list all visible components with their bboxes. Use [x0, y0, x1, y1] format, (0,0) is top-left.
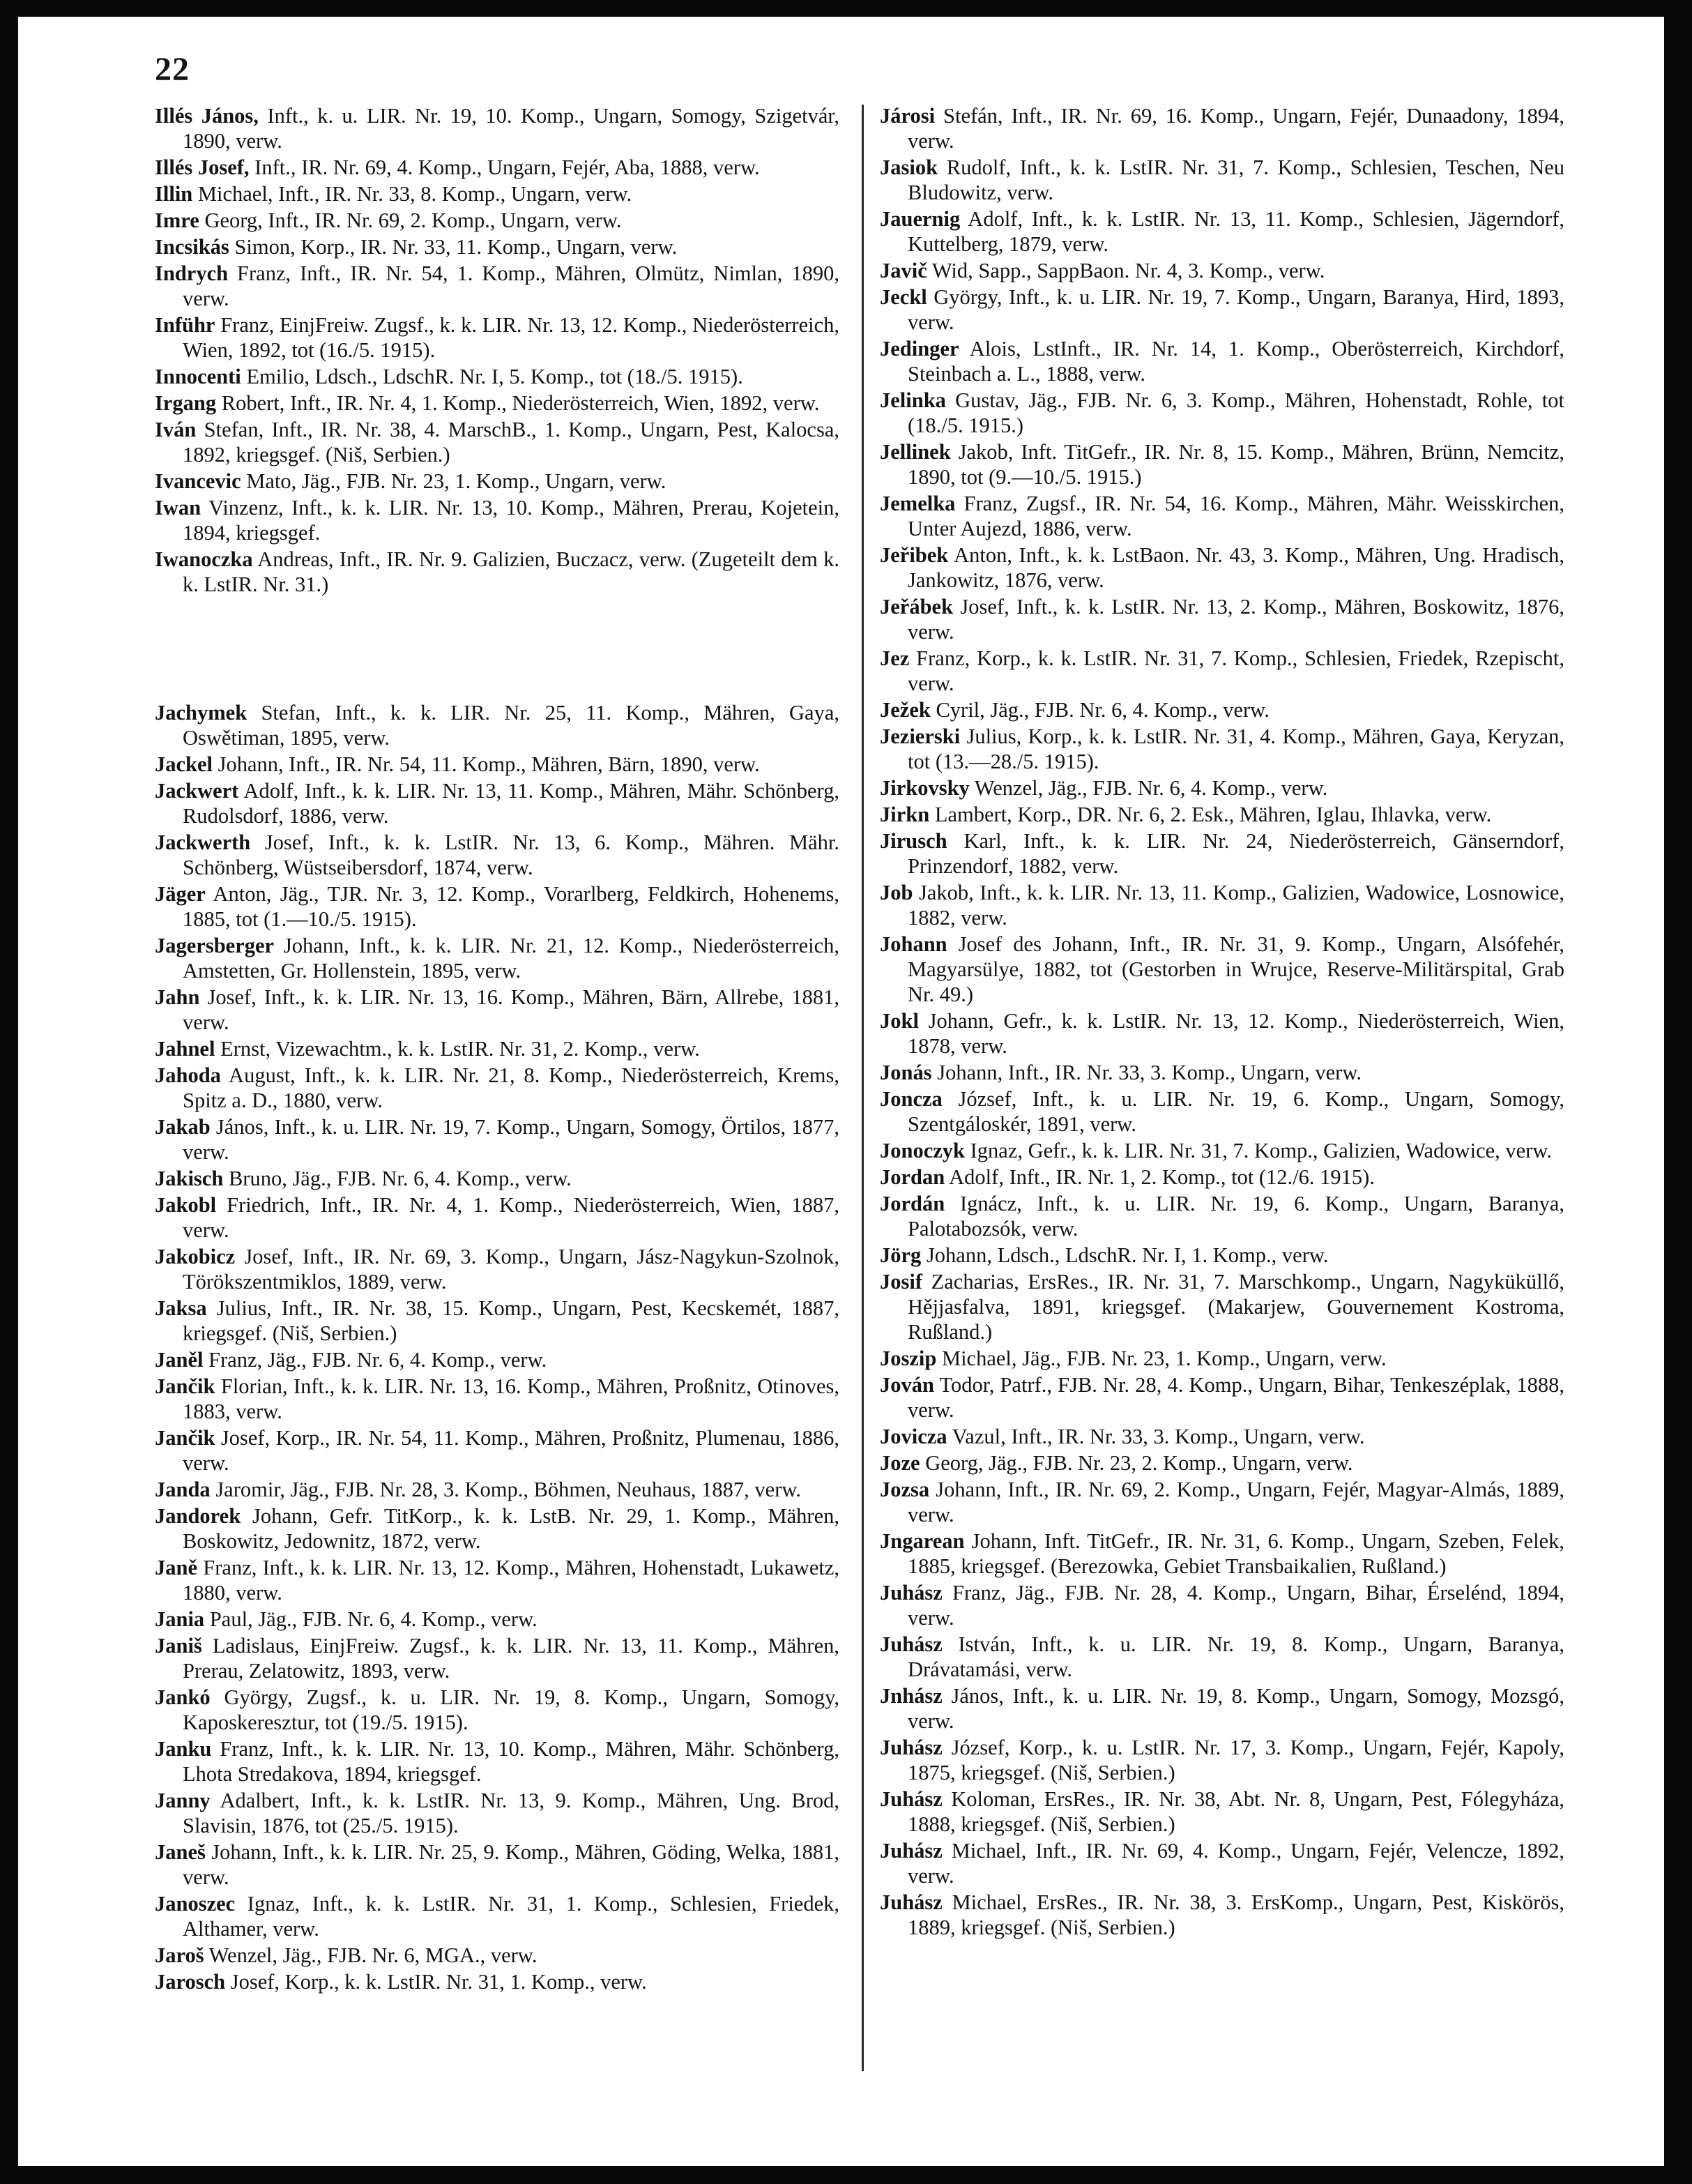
- entry-surname: Járosi: [880, 104, 936, 128]
- entry-surname: Jirkn: [880, 803, 930, 826]
- entry-surname: Jezierski: [880, 725, 961, 748]
- casualty-entry: [155, 1943, 839, 1968]
- casualty-entry: [155, 417, 839, 467]
- entry-details: Wid, Sapp., SappBaon. Nr. 4, 3. Komp., verw.: [927, 259, 1325, 282]
- entry-details: Franz, Inft., k. k. LIR. Nr. 13, 12. Komp., Mähren, Hohenstadt, Lukawetz, 1880, verw.: [183, 1556, 839, 1605]
- casualty-entry: [880, 697, 1564, 722]
- casualty-entry: [155, 1840, 839, 1890]
- entry-surname: Incsikás: [155, 235, 229, 259]
- entry-surname: Innocenti: [155, 365, 241, 388]
- entry-surname: Jakobicz: [155, 1245, 236, 1268]
- entry-details: Josef des Johann, Inft., IR. Nr. 31, 9. Komp., Ungarn, Alsófehér, Magyarsülye, 1882, tot (Gestorben in Wrujce, Reserve-Militärspital, Grab Nr. 49.): [908, 932, 1564, 1006]
- entry-details: Johann, Inft., IR. Nr. 69, 2. Komp., Ungarn, Fejér, Magyar-Almás, 1889, verw.: [908, 1478, 1564, 1526]
- entry-surname: Jackwerth: [155, 831, 251, 854]
- entry-details: Josef, Korp., IR. Nr. 54, 11. Komp., Mähren, Proßnitz, Plumenau, 1886, verw.: [183, 1426, 839, 1475]
- entry-details: Friedrich, Inft., IR. Nr. 4, 1. Komp., Niederösterreich, Wien, 1887, verw.: [183, 1193, 839, 1242]
- casualty-entry: [880, 932, 1564, 1007]
- casualty-entry: [155, 1347, 839, 1372]
- entry-details: Rudolf, Inft., k. k. LstIR. Nr. 31, 7. Komp., Schlesien, Teschen, Neu Bludowitz, verw.: [908, 156, 1564, 204]
- entry-surname: Jngarean: [880, 1529, 965, 1553]
- casualty-entry: [155, 181, 839, 206]
- entry-surname: Janě: [155, 1556, 197, 1579]
- entry-surname: Joszip: [880, 1347, 937, 1370]
- casualty-entry: [880, 880, 1564, 930]
- entry-details: Ignaz, Inft., k. k. LstIR. Nr. 31, 1. Komp., Schlesien, Friedek, Althamer, verw.: [183, 1892, 839, 1941]
- entry-details: Mato, Jäg., FJB. Nr. 23, 1. Komp., Ungarn, verw.: [241, 469, 666, 493]
- casualty-entry: [880, 439, 1564, 490]
- entry-details: Wenzel, Jäg., FJB. Nr. 6, 4. Komp., verw.: [969, 776, 1328, 800]
- entry-surname: Job: [880, 881, 913, 904]
- entry-surname: Jakisch: [155, 1167, 224, 1190]
- casualty-entry: [155, 1633, 839, 1683]
- casualty-entry: [155, 1685, 839, 1735]
- entry-details: Johann, Gefr., k. k. LstIR. Nr. 13, 12. Komp., Niederösterreich, Wien, 1878, verw.: [908, 1009, 1564, 1058]
- entry-details: Jakob, Inft., k. k. LIR. Nr. 13, 11. Komp., Galizien, Wadowice, Losnowice, 1882, verw.: [908, 881, 1564, 930]
- entry-details: Michael, Jäg., FJB. Nr. 23, 1. Komp., Ungarn, verw.: [936, 1347, 1387, 1370]
- entry-surname: Imre: [155, 208, 199, 232]
- casualty-entry: [155, 1788, 839, 1838]
- casualty-entry: [880, 1269, 1564, 1344]
- entry-details: Stefán, Inft., IR. Nr. 69, 16. Komp., Ungarn, Fejér, Dunaadony, 1894, verw.: [908, 104, 1564, 153]
- casualty-entry: [155, 364, 839, 389]
- casualty-entry: [880, 1243, 1564, 1268]
- scan-border-top: [0, 0, 1692, 17]
- entry-surname: Indrych: [155, 261, 229, 285]
- entry-surname: Illés János,: [155, 104, 259, 128]
- entry-details: Gustav, Jäg., FJB. Nr. 6, 3. Komp., Mähren, Hohenstadt, Rohle, tot (18./5. 1915.): [908, 388, 1564, 437]
- entry-surname: Ježek: [880, 698, 931, 722]
- casualty-entry: [155, 1374, 839, 1424]
- entry-details: Jakob, Inft. TitGefr., IR. Nr. 8, 15. Komp., Mähren, Brünn, Nemcitz, 1890, tot (9.—10./5. 1915.): [908, 440, 1564, 489]
- casualty-entry: [880, 1580, 1564, 1630]
- entry-details: Karl, Inft., k. k. LIR. Nr. 24, Niederösterreich, Gänserndorf, Prinzendorf, 1882, verw.: [908, 829, 1564, 878]
- entry-details: Johann, Ldsch., LdschR. Nr. I, 1. Komp., verw.: [921, 1243, 1329, 1267]
- casualty-entry: [155, 830, 839, 880]
- casualty-entry: [880, 1086, 1564, 1137]
- casualty-entry: [155, 1555, 839, 1605]
- casualty-entry: [155, 1036, 839, 1061]
- entry-details: Franz, Jäg., FJB. Nr. 28, 4. Komp., Ungarn, Bihar, Érselénd, 1894, verw.: [908, 1581, 1564, 1630]
- entry-surname: Jankó: [155, 1685, 211, 1709]
- entry-details: Florian, Inft., k. k. LIR. Nr. 13, 16. Komp., Mähren, Proßnitz, Otinoves, 1883, verw.: [183, 1374, 839, 1423]
- casualty-entry: [155, 469, 839, 494]
- entry-details: Josef, Inft., k. k. LIR. Nr. 13, 16. Komp., Mähren, Bärn, Allrebe, 1881, verw.: [183, 985, 839, 1034]
- entry-details: Josef, Korp., k. k. LstIR. Nr. 31, 1. Komp., verw.: [225, 1970, 647, 1994]
- entry-surname: Jnhász: [880, 1684, 943, 1708]
- casualty-entry: [155, 933, 839, 983]
- entry-surname: Jackwert: [155, 779, 239, 803]
- entry-details: Michael, Inft., IR. Nr. 69, 4. Komp., Ungarn, Fejér, Velencze, 1892, verw.: [908, 1839, 1564, 1888]
- right-column: [880, 103, 1564, 1941]
- entry-surname: Jania: [155, 1607, 205, 1631]
- entry-surname: Juhász: [880, 1787, 943, 1811]
- entry-surname: Jovicza: [880, 1425, 947, 1448]
- casualty-entry: [155, 1114, 839, 1165]
- entry-surname: Janku: [155, 1737, 212, 1761]
- casualty-entry: [155, 312, 839, 363]
- casualty-entry: [155, 700, 839, 750]
- entry-surname: Juhász: [880, 1839, 943, 1863]
- entry-surname: Iván: [155, 418, 197, 441]
- casualty-entry: [155, 1736, 839, 1787]
- entry-details: August, Inft., k. k. LIR. Nr. 21, 8. Komp., Niederösterreich, Krems, Spitz a. D., 1880, verw.: [183, 1063, 839, 1112]
- entry-surname: Jokl: [880, 1009, 919, 1033]
- entry-details: Lambert, Korp., DR. Nr. 6, 2. Esk., Mähren, Iglau, Ihlavka, verw.: [929, 803, 1492, 826]
- entry-details: Koloman, ErsRes., IR. Nr. 38, Abt. Nr. 8, Ungarn, Pest, Fólegyháza, 1888, kriegsgef. (Niš, Serbien.): [908, 1787, 1564, 1836]
- casualty-entry: [155, 1607, 839, 1632]
- entry-surname: Illés Josef,: [155, 156, 250, 179]
- entry-details: Franz, Jäg., FJB. Nr. 6, 4. Komp., verw.: [203, 1348, 547, 1372]
- entry-surname: Juhász: [880, 1581, 943, 1605]
- entry-surname: Jordan: [880, 1165, 945, 1189]
- entry-details: Wenzel, Jäg., FJB. Nr. 6, MGA., verw.: [204, 1943, 538, 1967]
- entry-surname: Jellinek: [880, 440, 951, 464]
- entry-details: Anton, Jäg., TJR. Nr. 3, 12. Komp., Vorarlberg, Feldkirch, Hohenems, 1885, tot (1.—10./5. 1915).: [183, 882, 839, 931]
- entry-details: Johann, Gefr. TitKorp., k. k. LstB. Nr. 29, 1. Komp., Mähren, Boskowitz, Jedownitz, 1872, verw.: [183, 1504, 839, 1553]
- entry-details: Adolf, Inft., IR. Nr. 1, 2. Komp., tot (12./6. 1915).: [945, 1165, 1375, 1189]
- entry-details: Josef, Inft., k. k. LstIR. Nr. 13, 6. Komp., Mähren. Mähr. Schönberg, Wüstseibersdorf, 1874, verw.: [183, 831, 839, 879]
- casualty-entry: [880, 1450, 1564, 1476]
- entry-surname: Juhász: [880, 1890, 943, 1914]
- casualty-entry: [155, 1503, 839, 1554]
- casualty-entry: [880, 491, 1564, 541]
- scan-border-left: [0, 0, 18, 2184]
- entry-details: Michael, ErsRes., IR. Nr. 38, 3. ErsKomp., Ungarn, Pest, Kiskörös, 1889, kriegsgef. (Niš, Serbien.): [908, 1890, 1564, 1939]
- entry-details: Ladislaus, EinjFreiw. Zugsf., k. k. LIR. Nr. 13, 11. Komp., Mähren, Prerau, Zelatowitz, 1893, verw.: [183, 1634, 839, 1683]
- casualty-entry: [880, 1060, 1564, 1085]
- casualty-entry: [155, 778, 839, 828]
- entry-details: Franz, Zugsf., IR. Nr. 54, 16. Komp., Mähren, Mähr. Weisskirchen, Unter Aujezd, 1886, verw.: [908, 492, 1564, 540]
- entry-surname: Jordán: [880, 1192, 945, 1215]
- entry-surname: Johann: [880, 932, 947, 956]
- casualty-entry: [880, 724, 1564, 774]
- entry-surname: Jahoda: [155, 1063, 221, 1087]
- casualty-entry: [880, 1529, 1564, 1579]
- casualty-entry: [155, 103, 839, 153]
- casualty-entry: [880, 1008, 1564, 1059]
- casualty-entry: [155, 261, 839, 311]
- entry-details: Ignácz, Inft., k. u. LIR. Nr. 19, 6. Komp., Ungarn, Baranya, Palotabozsók, verw.: [908, 1192, 1564, 1241]
- casualty-entry: [880, 1165, 1564, 1190]
- entry-surname: Jeřibek: [880, 543, 949, 567]
- entry-surname: Jirusch: [880, 829, 947, 853]
- entry-surname: Janny: [155, 1789, 211, 1812]
- casualty-entry: [155, 1244, 839, 1294]
- entry-surname: Iwanoczka: [155, 547, 253, 571]
- entry-surname: Jasiok: [880, 156, 938, 179]
- entry-surname: Jarosch: [155, 1970, 226, 1994]
- entry-surname: Jauernig: [880, 207, 961, 231]
- entry-details: Georg, Jäg., FJB. Nr. 23, 2. Komp., Ungarn, verw.: [920, 1451, 1353, 1475]
- entry-surname: Jedinger: [880, 337, 959, 361]
- casualty-entry: [880, 1683, 1564, 1734]
- entry-details: Andreas, Inft., IR. Nr. 9. Galizien, Buczacz, verw. (Zugeteilt dem k. k. LstIR. Nr. 31.): [183, 547, 839, 596]
- entry-details: György, Inft., k. u. LIR. Nr. 19, 7. Komp., Ungarn, Baranya, Hird, 1893, verw.: [908, 285, 1564, 334]
- page-number: 22: [155, 51, 190, 88]
- casualty-entry: [880, 1632, 1564, 1682]
- entry-details: Ignaz, Gefr., k. k. LIR. Nr. 31, 7. Komp., Galizien, Wadowice, verw.: [965, 1139, 1553, 1162]
- casualty-entry: [155, 752, 839, 777]
- entry-surname: Jäger: [155, 882, 206, 906]
- entry-details: Johann, Inft., k. k. LIR. Nr. 21, 12. Komp., Niederösterreich, Amstetten, Gr. Hollenstein, 1895, verw.: [183, 934, 839, 983]
- entry-details: Robert, Inft., IR. Nr. 4, 1. Komp., Niederösterreich, Wien, 1892, verw.: [216, 391, 820, 415]
- casualty-entry: [155, 1192, 839, 1243]
- casualty-entry: [880, 1424, 1564, 1449]
- entry-details: Bruno, Jäg., FJB. Nr. 6, 4. Komp., verw.: [223, 1167, 572, 1190]
- entry-details: Todor, Patrf., FJB. Nr. 28, 4. Komp., Ungarn, Bihar, Tenkeszéplak, 1888, verw.: [908, 1373, 1564, 1422]
- entry-details: Emilio, Ldsch., LdschR. Nr. I, 5. Komp., tot (18./5. 1915).: [241, 365, 743, 388]
- entry-surname: Janeš: [155, 1840, 206, 1864]
- entry-details: Julius, Korp., k. k. LstIR. Nr. 31, 4. Komp., Mähren, Gaya, Keryzan, tot (13.—28./5. 1915).: [908, 725, 1564, 773]
- entry-surname: Jován: [880, 1373, 934, 1397]
- entry-details: György, Zugsf., k. u. LIR. Nr. 19, 8. Komp., Ungarn, Somogy, Kaposkeresztur, tot (19./5. 1915).: [183, 1685, 839, 1734]
- entry-details: Johann, Inft. TitGefr., IR. Nr. 31, 6. Komp., Ungarn, Szeben, Felek, 1885, kriegsgef. (Berezowka, Gebiet Transbaikalien, Rußland.): [908, 1529, 1564, 1578]
- entry-details: Alois, LstInft., IR. Nr. 14, 1. Komp., Oberösterreich, Kirchdorf, Steinbach a. L., 1888, verw.: [908, 337, 1564, 386]
- entry-surname: Joncza: [880, 1087, 943, 1111]
- casualty-entry: [155, 881, 839, 932]
- entry-surname: Jonoczyk: [880, 1139, 965, 1162]
- casualty-entry: [155, 1425, 839, 1476]
- entry-surname: Jandorek: [155, 1504, 241, 1528]
- entry-surname: Inführ: [155, 313, 215, 337]
- casualty-entry: [155, 1166, 839, 1191]
- entry-surname: Janoszec: [155, 1892, 236, 1916]
- casualty-entry: [880, 1838, 1564, 1888]
- entry-surname: Jackel: [155, 752, 213, 776]
- entry-details: Paul, Jäg., FJB. Nr. 6, 4. Komp., verw.: [204, 1607, 538, 1631]
- entry-details: Simon, Korp., IR. Nr. 33, 11. Komp., Ungarn, verw.: [229, 235, 678, 259]
- entry-surname: Illin: [155, 182, 193, 206]
- entry-surname: Josif: [880, 1270, 922, 1294]
- casualty-entry: [155, 985, 839, 1035]
- casualty-entry: [880, 258, 1564, 283]
- entry-details: János, Inft., k. u. LIR. Nr. 19, 8. Komp., Ungarn, Somogy, Mozsgó, verw.: [908, 1684, 1564, 1733]
- casualty-entry: [880, 646, 1564, 696]
- casualty-entry: [155, 495, 839, 545]
- entry-details: Anton, Inft., k. k. LstBaon. Nr. 43, 3. Komp., Mähren, Ung. Hradisch, Jankowitz, 1876, verw.: [908, 543, 1564, 592]
- casualty-entry: [880, 543, 1564, 593]
- casualty-entry: [155, 1969, 839, 1994]
- entry-details: Johann, Inft., IR. Nr. 33, 3. Komp., Ungarn, verw.: [931, 1061, 1362, 1084]
- casualty-entry: [155, 1891, 839, 1941]
- casualty-entry: [880, 1735, 1564, 1785]
- casualty-entry: [880, 1138, 1564, 1163]
- casualty-entry: [880, 775, 1564, 801]
- casualty-entry: [880, 1477, 1564, 1527]
- entry-details: Johann, Inft., IR. Nr. 54, 11. Komp., Mähren, Bärn, 1890, verw.: [213, 752, 760, 776]
- entry-details: Ernst, Vizewachtm., k. k. LstIR. Nr. 31, 2. Komp., verw.: [215, 1037, 700, 1061]
- casualty-entry: [880, 103, 1564, 153]
- entry-surname: Janěl: [155, 1348, 204, 1372]
- entry-surname: Jaroš: [155, 1943, 204, 1967]
- entry-surname: Javič: [880, 259, 927, 282]
- entry-details: Inft., k. u. LIR. Nr. 19, 10. Komp., Ungarn, Somogy, Szigetvár, 1890, verw.: [183, 104, 839, 153]
- entry-surname: Jez: [880, 646, 910, 670]
- entry-surname: Jakobl: [155, 1193, 217, 1217]
- entry-surname: Jeckl: [880, 285, 927, 309]
- casualty-entry: [880, 594, 1564, 644]
- casualty-entry: [155, 208, 839, 233]
- casualty-entry: [880, 336, 1564, 386]
- entry-details: Georg, Inft., IR. Nr. 69, 2. Komp., Ungarn, verw.: [199, 208, 622, 232]
- left-column: [155, 103, 839, 1996]
- entry-details: Michael, Inft., IR. Nr. 33, 8. Komp., Ungarn, verw.: [192, 182, 632, 206]
- casualty-entry: [880, 1346, 1564, 1371]
- entry-surname: Jemelka: [880, 492, 956, 515]
- entry-surname: Janda: [155, 1478, 211, 1501]
- entry-details: Vazul, Inft., IR. Nr. 33, 3. Komp., Ungarn, verw.: [947, 1425, 1365, 1448]
- casualty-entry: [155, 155, 839, 180]
- entry-details: Vinzenz, Inft., k. k. LIR. Nr. 13, 10. Komp., Mähren, Prerau, Kojetein, 1894, kriegsgef.: [183, 496, 839, 545]
- entry-details: Adalbert, Inft., k. k. LstIR. Nr. 13, 9. Komp., Mähren, Ung. Brod, Slavisin, 1876, tot (25./5. 1915).: [183, 1789, 839, 1837]
- casualty-entry: [880, 802, 1564, 827]
- entry-surname: Jörg: [880, 1243, 922, 1267]
- entry-surname: Jančik: [155, 1426, 215, 1450]
- entry-details: Josef, Inft., IR. Nr. 69, 3. Komp., Ungarn, Jász-Nagykun-Szolnok, Törökszentmiklos, 1889, verw.: [183, 1245, 839, 1294]
- column-divider: [862, 105, 864, 2071]
- casualty-entry: [880, 1191, 1564, 1241]
- casualty-entry: [880, 1787, 1564, 1837]
- entry-surname: Juhász: [880, 1736, 943, 1759]
- entry-surname: Jahnel: [155, 1037, 215, 1061]
- entry-details: Franz, Korp., k. k. LstIR. Nr. 31, 7. Komp., Schlesien, Friedek, Rzepischt, verw.: [908, 646, 1564, 695]
- casualty-entry: [880, 155, 1564, 205]
- entry-details: József, Inft., k. u. LIR. Nr. 19, 6. Komp., Ungarn, Somogy, Szentgáloskér, 1891, verw.: [908, 1087, 1564, 1136]
- casualty-entry: [880, 1890, 1564, 1940]
- entry-surname: Jagersberger: [155, 934, 275, 957]
- entry-surname: Jahn: [155, 985, 200, 1009]
- entry-surname: Jelinka: [880, 388, 946, 412]
- scan-border-bottom: [0, 2166, 1692, 2184]
- casualty-entry: [155, 1296, 839, 1346]
- entry-surname: Iwan: [155, 496, 201, 520]
- casualty-entry: [155, 390, 839, 416]
- casualty-entry: [155, 1477, 839, 1502]
- entry-surname: Jachymek: [155, 701, 247, 725]
- entry-details: Josef, Inft., k. k. LstIR. Nr. 13, 2. Komp., Mähren, Boskowitz, 1876, verw.: [908, 595, 1564, 644]
- entry-surname: Jaksa: [155, 1296, 207, 1320]
- casualty-entry: [880, 828, 1564, 879]
- entry-surname: Joze: [880, 1451, 920, 1475]
- entry-details: Inft., IR. Nr. 69, 4. Komp., Ungarn, Fejér, Aba, 1888, verw.: [249, 156, 760, 179]
- entry-details: Franz, Inft., k. k. LIR. Nr. 13, 10. Komp., Mähren, Mähr. Schönberg, Lhota Stredakova, 1894, kriegsgef.: [183, 1737, 839, 1786]
- casualty-entry: [880, 1372, 1564, 1423]
- entry-surname: Jančik: [155, 1374, 215, 1398]
- casualty-entry: [880, 285, 1564, 335]
- entry-details: Jaromir, Jäg., FJB. Nr. 28, 3. Komp., Böhmen, Neuhaus, 1887, verw.: [210, 1478, 802, 1501]
- entry-details: Adolf, Inft., k. k. LIR. Nr. 13, 11. Komp., Mähren, Mähr. Schönberg, Rudolsdorf, 1886, verw.: [183, 779, 839, 828]
- entry-details: Franz, Inft., IR. Nr. 54, 1. Komp., Mähren, Olmütz, Nimlan, 1890, verw.: [183, 261, 839, 310]
- entry-details: Zacharias, ErsRes., IR. Nr. 31, 7. Marschkomp., Ungarn, Nagyküküllő, Hějjasfalva, 1891, kriegsgef. (Makarjew, Gouvernement Kostroma, Rußland.): [908, 1270, 1564, 1344]
- entry-details: Julius, Inft., IR. Nr. 38, 15. Komp., Ungarn, Pest, Kecskemét, 1887, kriegsgef. (Niš, Serbien.): [183, 1296, 839, 1345]
- entry-details: István, Inft., k. u. LIR. Nr. 19, 8. Komp., Ungarn, Baranya, Drávatamási, verw.: [908, 1632, 1564, 1681]
- entry-surname: Ivancevic: [155, 469, 241, 493]
- casualty-entry: [155, 547, 839, 597]
- entry-details: Johann, Inft., k. k. LIR. Nr. 25, 9. Komp., Mähren, Göding, Welka, 1881, verw.: [183, 1840, 839, 1889]
- scan-border-right: [1664, 0, 1692, 2184]
- entry-surname: Jeřábek: [880, 595, 954, 619]
- entry-details: Stefan, Inft., k. k. LIR. Nr. 25, 11. Komp., Mähren, Gaya, Oswětiman, 1895, verw.: [183, 701, 839, 750]
- casualty-entry: [155, 1063, 839, 1113]
- casualty-entry: [880, 388, 1564, 438]
- section-gap: [155, 598, 839, 700]
- entry-surname: Janiš: [155, 1634, 202, 1658]
- entry-surname: Jozsa: [880, 1478, 930, 1501]
- casualty-entry: [880, 206, 1564, 257]
- entry-surname: Juhász: [880, 1632, 943, 1656]
- entry-surname: Jirkovsky: [880, 776, 970, 800]
- entry-details: János, Inft., k. u. LIR. Nr. 19, 7. Komp., Ungarn, Somogy, Örtilos, 1877, verw.: [183, 1115, 839, 1164]
- entry-details: Franz, EinjFreiw. Zugsf., k. k. LIR. Nr. 13, 12. Komp., Niederösterreich, Wien, 1892, tot (16./5. 1915).: [183, 313, 839, 362]
- entry-surname: Jakab: [155, 1115, 211, 1139]
- entry-details: Cyril, Jäg., FJB. Nr. 6, 4. Komp., verw.: [930, 698, 1270, 722]
- entry-details: Adolf, Inft., k. k. LstIR. Nr. 13, 11. Komp., Schlesien, Jägerndorf, Kuttelberg, 1879, verw.: [908, 207, 1564, 256]
- entry-details: Stefan, Inft., IR. Nr. 38, 4. MarschB., 1. Komp., Ungarn, Pest, Kalocsa, 1892, kriegsgef. (Niš, Serbien.): [183, 418, 839, 467]
- entry-details: József, Korp., k. u. LstIR. Nr. 17, 3. Komp., Ungarn, Fejér, Kapoly, 1875, kriegsgef. (Niš, Serbien.): [908, 1736, 1564, 1784]
- entry-surname: Jonás: [880, 1061, 932, 1084]
- casualty-entry: [155, 234, 839, 259]
- entry-surname: Irgang: [155, 391, 217, 415]
